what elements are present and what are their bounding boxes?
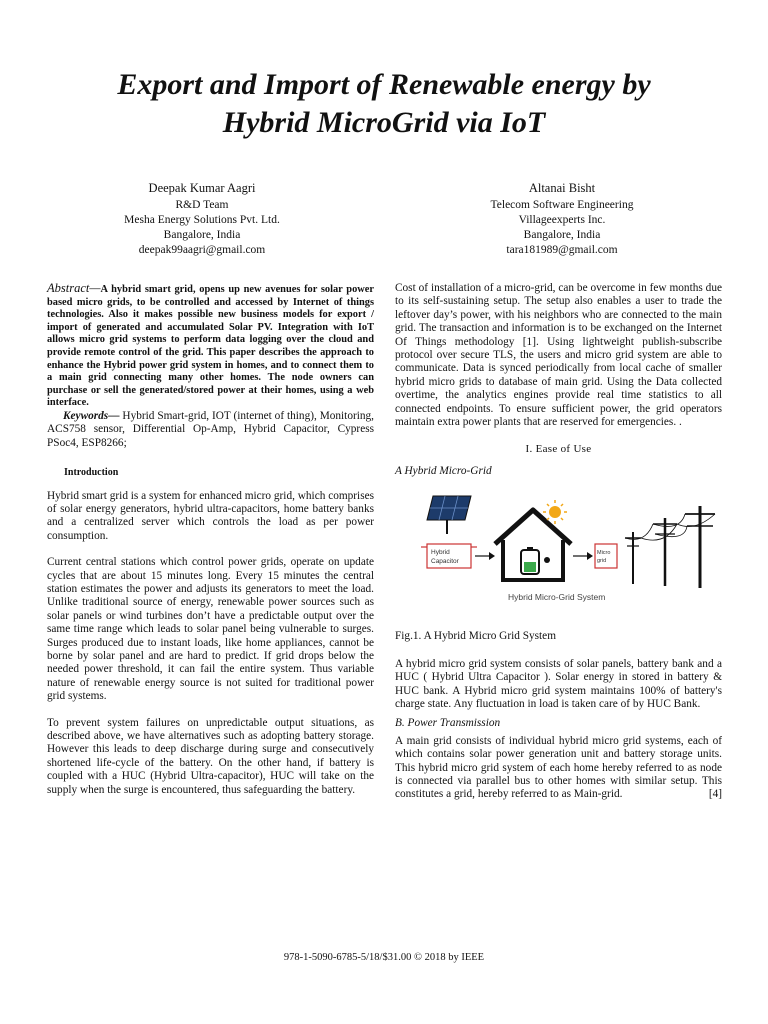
body-paragraph: Cost of installation of a micro-grid, can be overcome in few months due to its self-sustaining setup. The setup also enables a user to trade the leftover day’s power, with his neighbors who are connected to the main grid. The transaction and information is to be exchanged on the Internet Of Things methodology [1]. Using lightweight publish-subscribe protocol over secure TLS, the users and micro grid system are able to communicate. Data is synced periodically from local cache of smaller hybrid micro grids to database of main grid. Using the Data collected overtime, the analytics engines provide real time statistics to all connected endpoints. To ensure sufficient power, the grid operators maintain extra power plants that are reserved for emergencies. . — [395, 282, 722, 429]
title-line-1: Export and Import of Renewable energy by — [117, 68, 651, 101]
abstract-text: A hybrid smart grid, opens up new avenues for solar power based micro grids, to be controlled and accessed by Internet of things technologies. Also it makes possible new business models for export / import of generated and accumulated Solar PV. Integration with IoT allows micro grid systems to perform data logging over the cloud and provide remote control of the grid. This paper describes the approach to enhance the Hybrid power grid system in homes, and to connect them to a main grid connecting many other homes. The node owners can purchase or sell the generated/stored power at their homes, using a web interface. — [47, 284, 374, 409]
intro-paragraph: To prevent system failures on unpredictable output situations, as described above, we have alternatives such as adopting battery storage. However this leads to deep discharge during surge and consecutively shortened life-cycle of the battery. On the other hand, if battery is coupled with a HUC (Hybrid Ultra-capacitor), HUC will take on the supply when the surge is encountered, thus safeguarding the battery. — [47, 716, 374, 796]
author-affiliation: R&D Team — [175, 199, 229, 211]
power-lines-icon — [625, 506, 715, 588]
subsection-heading: A Hybrid Micro-Grid — [395, 464, 492, 477]
title-line-2: Hybrid MicroGrid via IoT — [222, 106, 546, 139]
body-text: A main grid consists of individual hybrid micro grid systems, each of which contains solar power generation unit and battery storage units. This hybrid micro grid system of each home hereby referred to as node is connected via parallel bus to other homes with similar setup. This constitutes a grid, hereby referred to as Main-grid. — [395, 734, 722, 801]
micro-grid-icon — [595, 544, 617, 568]
figure-caption: Fig.1. A Hybrid Micro Grid System — [395, 630, 556, 643]
author-organization: Villageexperts Inc. — [518, 214, 606, 226]
abstract-label: Abstract— — [47, 281, 101, 295]
figure-hybrid-micro-grid — [395, 488, 722, 626]
author-block-1 — [72, 181, 332, 258]
author-email: deepak99aagri@gmail.com — [138, 244, 266, 256]
author-block-2 — [432, 181, 692, 258]
author-organization: Mesha Energy Solutions Pvt. Ltd. — [124, 214, 280, 226]
keywords-text: Hybrid Smart-grid, IOT (internet of thing), Monitoring, ACS758 sensor, Differential Op-Amp, Hybrid Capacitor, Cypress PSoc4, ESP8266; — [47, 409, 374, 449]
svg-text:Capacitor: Capacitor — [431, 558, 459, 566]
body-paragraph: A hybrid micro grid system consists of solar panels, battery bank and a HUC ( Hybrid Ultra Capacitor ). Solar energy in stored in battery & HUC bank. A Hybrid micro grid system maintains 100% of battery's charge state. Any fluctuation in load is taken care of by HUC Bank. — [395, 657, 722, 710]
svg-text:Hybrid: Hybrid — [431, 549, 450, 557]
left-column — [47, 282, 374, 797]
citation-ref: [4] — [708, 788, 722, 801]
paper-title — [40, 66, 728, 142]
author-name: Deepak Kumar Aagri — [148, 181, 256, 195]
micro-grid-illustration — [395, 488, 722, 626]
hybrid-capacitor-icon — [421, 544, 477, 568]
introduction-heading: Introduction — [64, 467, 119, 479]
keywords-label: Keywords— — [63, 409, 120, 422]
author-affiliation: Telecom Software Engineering — [490, 199, 634, 211]
author-city: Bangalore, India — [163, 229, 241, 241]
svg-text:grid: grid — [597, 558, 607, 565]
body-paragraph — [395, 735, 722, 802]
keywords — [47, 410, 374, 450]
intro-paragraph: Current central stations which control power grids, operate on update cycles that are about 15 minutes long. Every 15 minutes the central station estimates the power and adjusts its generators to meet the load. Unlike traditional source of energy, renewable power sources such as solar panels or wind turbines don’t have a predictable output over the same time range which leads to solar panel being vulnerable to surges. Surges produced due to instant loads, like home appliances, cannot be borne by solar panel and are hard to predict. If grid drops below the needed power threshold, it can fail the entire system. Thus variable nature of renewable energy source is not suited for traditional power grid systems. — [47, 556, 374, 703]
right-column — [395, 282, 722, 802]
author-city: Bangalore, India — [523, 229, 601, 241]
abstract — [47, 282, 374, 410]
author-email: tara181989@gmail.com — [506, 244, 618, 256]
section-heading: I. Ease of Use — [525, 443, 592, 456]
copyright-footer: 978-1-5090-6785-5/18/$31.00 © 2018 by IEEE — [283, 952, 485, 963]
figure-label: Hybrid Micro-Grid System — [508, 592, 606, 603]
solar-panel-icon — [427, 496, 471, 534]
intro-paragraph: Hybrid smart grid is a system for enhanced micro grid, which comprises of solar energy generators, hybrid ultra-capacitors, home battery banks and a centralized server which controls the load as per power consumption. — [47, 489, 374, 542]
author-name: Altanai Bisht — [528, 181, 596, 195]
svg-text:Micro: Micro — [597, 550, 611, 557]
subsection-heading: B. Power Transmission — [395, 717, 501, 730]
house-icon — [495, 510, 571, 580]
